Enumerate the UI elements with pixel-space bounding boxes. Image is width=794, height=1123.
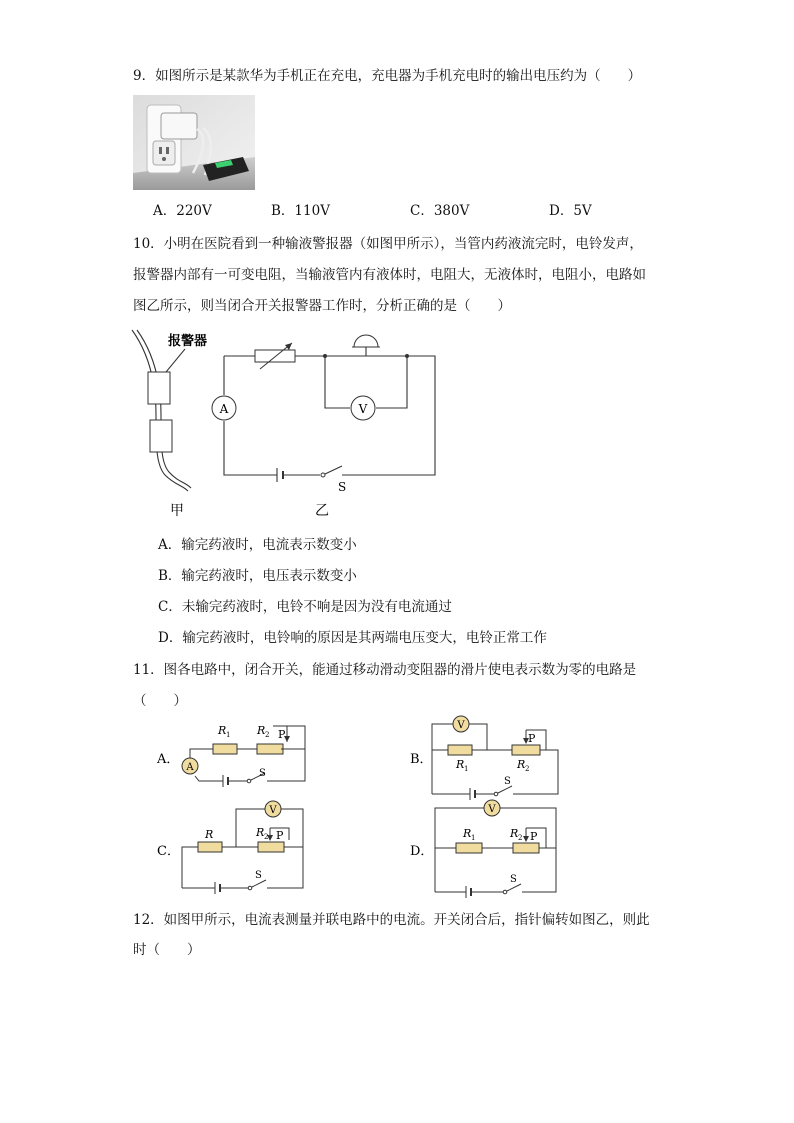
svg-text:R: R [257,724,266,737]
circuit-a-label: A． [157,752,180,767]
q11-circuit-c [155,800,315,894]
q12-stem-line-2: 时（ ） [133,942,201,958]
q9-stem: 9．如图所示是某款华为手机正在充电，充电器为手机充电时的输出电压约为（ ） [133,68,642,84]
q10-option-d: D．输完药液时，电铃响的原因是其两端电压变大，电铃正常工作 [158,630,547,646]
q10-stem-line-1: 10．小明在医院看到一种输液警报器（如图甲所示），当管内药液流完时，电铃发声， [133,236,643,252]
svg-text:V: V [457,720,465,731]
svg-text:R: R [463,827,472,840]
svg-text:R: R [218,724,227,737]
svg-text:1: 1 [226,731,231,739]
svg-text:2: 2 [264,833,269,841]
q9-option-a: A．220V [153,203,212,219]
svg-text:R: R [510,827,519,840]
bell-icon [354,335,378,347]
svg-text:R: R [205,828,214,841]
q9-option-c: C．380V [410,203,470,219]
q12-stem-line-1: 12．如图甲所示，电流表测量并联电路中的电流。开关闭合后，指针偏转如图乙，则此 [133,912,650,928]
variable-resistor [255,350,295,362]
svg-text:2: 2 [518,834,523,842]
figure-jia-tube [132,330,191,491]
figure-yi-wires [224,347,435,475]
q10-stem-line-2: 报警器内部有一可变电阻，当输液管内有液体时，电阻大，无液体时，电阻小，电路如 [133,267,646,283]
switch [321,473,325,477]
q10-option-b: B．输完药液时，电压表示数变小 [158,568,357,584]
circuit-c-label: C． [157,844,180,859]
svg-text:R: R [517,758,526,771]
q11-circuit-a [155,716,315,796]
q11-stem-line-2: （ ） [133,693,187,709]
alarm-device-lower [150,420,172,452]
svg-text:1: 1 [464,765,469,773]
svg-text:S: S [255,870,262,881]
svg-text:P: P [276,829,284,842]
voltmeter-label: V [358,402,368,416]
switch-label: S [338,480,347,494]
figure-jia-label: 甲 [170,503,184,519]
svg-text:A: A [186,762,194,773]
q11-stem-line-1: 11．图各电路中，闭合开关，能通过移动滑动变阻器的滑片使电表示数为零的电路是 [133,662,637,678]
figure-yi-label: 乙 [315,503,329,519]
svg-text:P: P [530,830,538,843]
svg-text:S: S [259,768,266,779]
svg-text:V: V [269,805,277,816]
q10-option-a: A．输完药液时，电流表示数变小 [158,537,357,553]
q11-circuit-d [408,800,568,894]
svg-text:R: R [456,758,465,771]
svg-text:S: S [504,776,511,787]
svg-text:S: S [510,874,517,885]
ammeter-label: A [219,402,229,416]
svg-text:2: 2 [525,765,530,773]
svg-text:P: P [278,728,286,741]
q9-option-b: B．110V [271,203,330,219]
q10-stem-line-3: 图乙所示，则当闭合开关报警器工作时，分析正确的是（ ） [133,298,511,314]
svg-text:2: 2 [265,731,270,739]
svg-text:V: V [488,804,496,815]
phone-charging-photo [133,95,255,190]
alarm-device-upper [148,372,170,404]
circuit-b-label: B． [410,752,433,767]
alarm-label: 报警器 [168,334,208,349]
svg-text:P: P [528,732,536,745]
q10-figure [130,325,460,525]
q9-option-d: D．5V [549,203,592,219]
q10-option-c: C．未输完药液时，电铃不响是因为没有电流通过 [158,599,452,615]
q11-circuit-b [408,714,568,800]
svg-text:1: 1 [471,834,476,842]
circuit-d-label: D． [410,844,434,859]
svg-text:R: R [256,826,265,839]
